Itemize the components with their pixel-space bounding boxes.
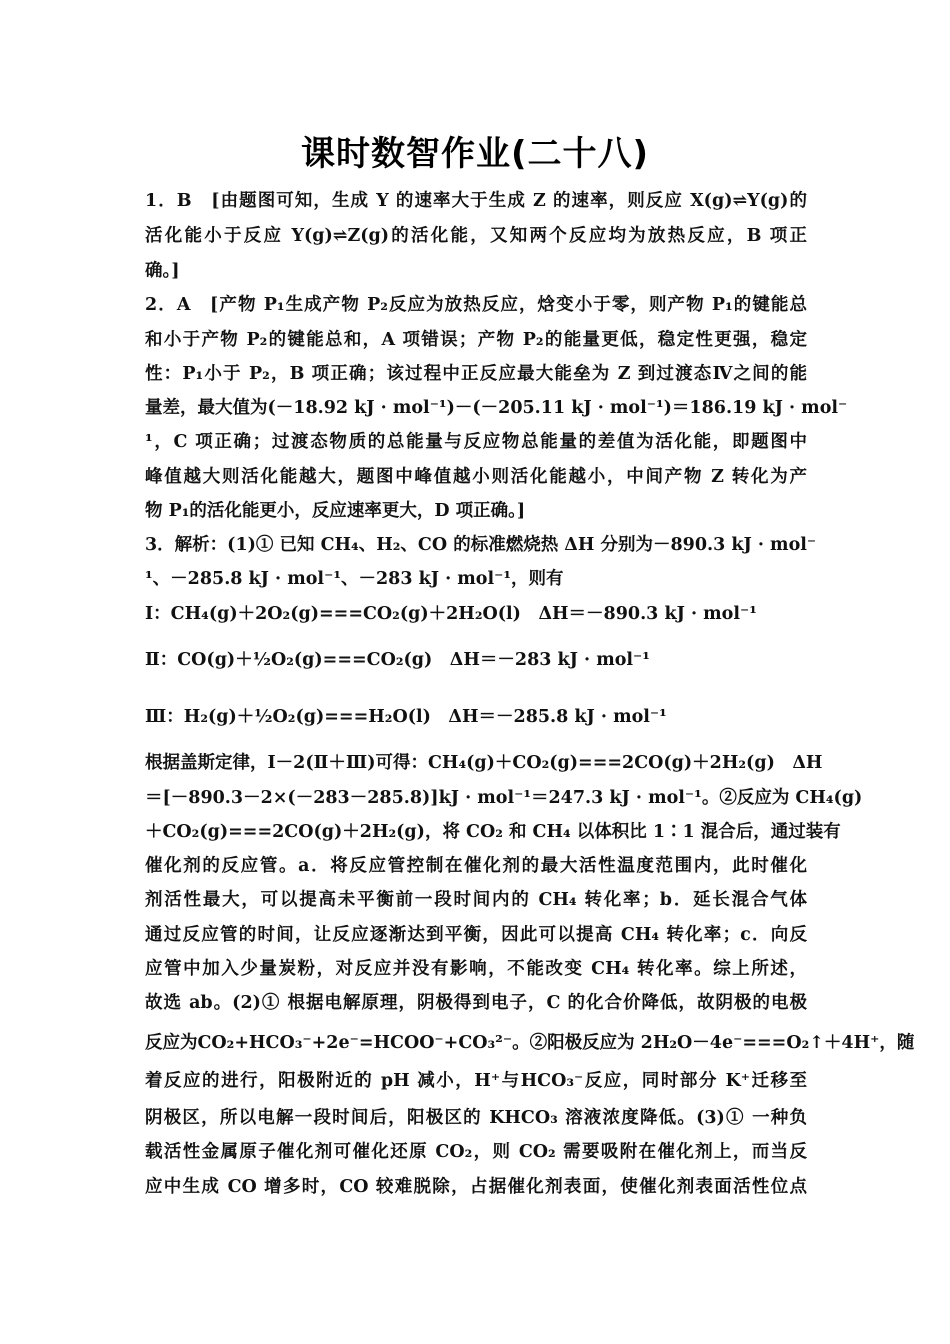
equation-1: Ⅰ：CH₄(g)＋2O₂(g)===CO₂(g)＋2H₂O(l) ΔH＝－890.3 kJ · mol⁻¹ xyxy=(145,604,757,624)
text-line: ¹，C 项正确；过渡态物质的总能量与反应物总能量的差值为活化能，即题图中 xyxy=(145,432,807,452)
text-line: 催化剂的反应管。a．将反应管控制在催化剂的最大活性温度范围内，此时催化 xyxy=(145,856,807,876)
text-line: 物 P₁的活化能更小，反应速率更大，D 项正确。] xyxy=(145,501,526,521)
text-line: 反应为CO₂+HCO₃⁻+2e⁻=HCOO⁻+CO₃²⁻。②阳极反应为 2H₂O－4e⁻===O₂↑＋4H⁺，随 xyxy=(145,1033,915,1053)
text-line: 剂活性最大，可以提高未平衡前一段时间内的 CH₄ 转化率；b．延长混合气体 xyxy=(145,890,807,910)
text-line: 2．A [产物 P₁生成产物 P₂反应为放热反应，焓变小于零，则产物 P₁的键能总 xyxy=(145,295,807,315)
page-title: 课时数智作业(二十八) xyxy=(300,134,650,174)
text-line: 确。] xyxy=(145,261,180,281)
text-line: 着反应的进行，阳极附近的 pH 减小，H⁺与HCO₃⁻反应，同时部分 K⁺迁移至 xyxy=(145,1071,807,1091)
text-line: 根据盖斯定律，Ⅰ－2(Ⅱ＋Ⅲ)可得：CH₄(g)＋CO₂(g)===2CO(g)＋2H₂(g) ΔH xyxy=(145,753,823,773)
text-line: 和小于产物 P₂的键能总和，A 项错误；产物 P₂的能量更低，稳定性更强，稳定 xyxy=(145,330,807,350)
text-line: ＋CO₂(g)===2CO(g)＋2H₂(g)，将 CO₂ 和 CH₄ 以体积比 1∶1 混合后，通过装有 xyxy=(145,822,841,842)
text-line: 阴极区，所以电解一段时间后，阳极区的 KHCO₃ 溶液浓度降低。(3)① 一种负 xyxy=(145,1108,807,1128)
text-line: 峰值越大则活化能越大，题图中峰值越小则活化能越小，中间产物 Z 转化为产 xyxy=(145,467,807,487)
text-line: 应中生成 CO 增多时，CO 较难脱除，占据催化剂表面，使催化剂表面活性位点 xyxy=(145,1177,807,1197)
text-line: 载活性金属原子催化剂可催化还原 CO₂，则 CO₂ 需要吸附在催化剂上，而当反 xyxy=(145,1142,807,1162)
text-line: 应管中加入少量炭粉，对反应并没有影响，不能改变 CH₄ 转化率。综上所述， xyxy=(145,959,807,979)
text-line: 活化能小于反应 Y(g)⇌Z(g)的活化能，又知两个反应均为放热反应，B 项正 xyxy=(145,226,807,246)
equation-3: Ⅲ：H₂(g)＋½O₂(g)===H₂O(l) ΔH＝－285.8 kJ · mol⁻¹ xyxy=(145,707,667,727)
text-line: ¹、－285.8 kJ · mol⁻¹、－283 kJ · mol⁻¹，则有 xyxy=(145,569,564,589)
text-line: 性：P₁小于 P₂，B 项正确；该过程中正反应最大能垒为 Z 到过渡态Ⅳ之间的能 xyxy=(145,364,807,384)
text-line: 通过反应管的时间，让反应逐渐达到平衡，因此可以提高 CH₄ 转化率；c．向反 xyxy=(145,925,807,945)
text-line: ＝[－890.3－2×(－283－285.8)]kJ · mol⁻¹＝247.3 kJ · mol⁻¹。②反应为 CH₄(g) xyxy=(145,788,863,808)
text-line: 量差，最大值为(－18.92 kJ · mol⁻¹)－(－205.11 kJ · mol⁻¹)＝186.19 kJ · mol⁻ xyxy=(145,398,848,418)
text-line: 故选 ab。(2)① 根据电解原理，阴极得到电子，C 的化合价降低，故阴极的电极 xyxy=(145,993,807,1013)
text-line: 3．解析：(1)① 已知 CH₄、H₂、CO 的标准燃烧热 ΔH 分别为－890.3 kJ · mol⁻ xyxy=(145,535,817,555)
equation-2: Ⅱ：CO(g)＋½O₂(g)===CO₂(g) ΔH＝－283 kJ · mol⁻¹ xyxy=(145,650,650,670)
text-line: 1．B [由题图可知，生成 Y 的速率大于生成 Z 的速率，则反应 X(g)⇌Y(g)的 xyxy=(145,191,807,211)
